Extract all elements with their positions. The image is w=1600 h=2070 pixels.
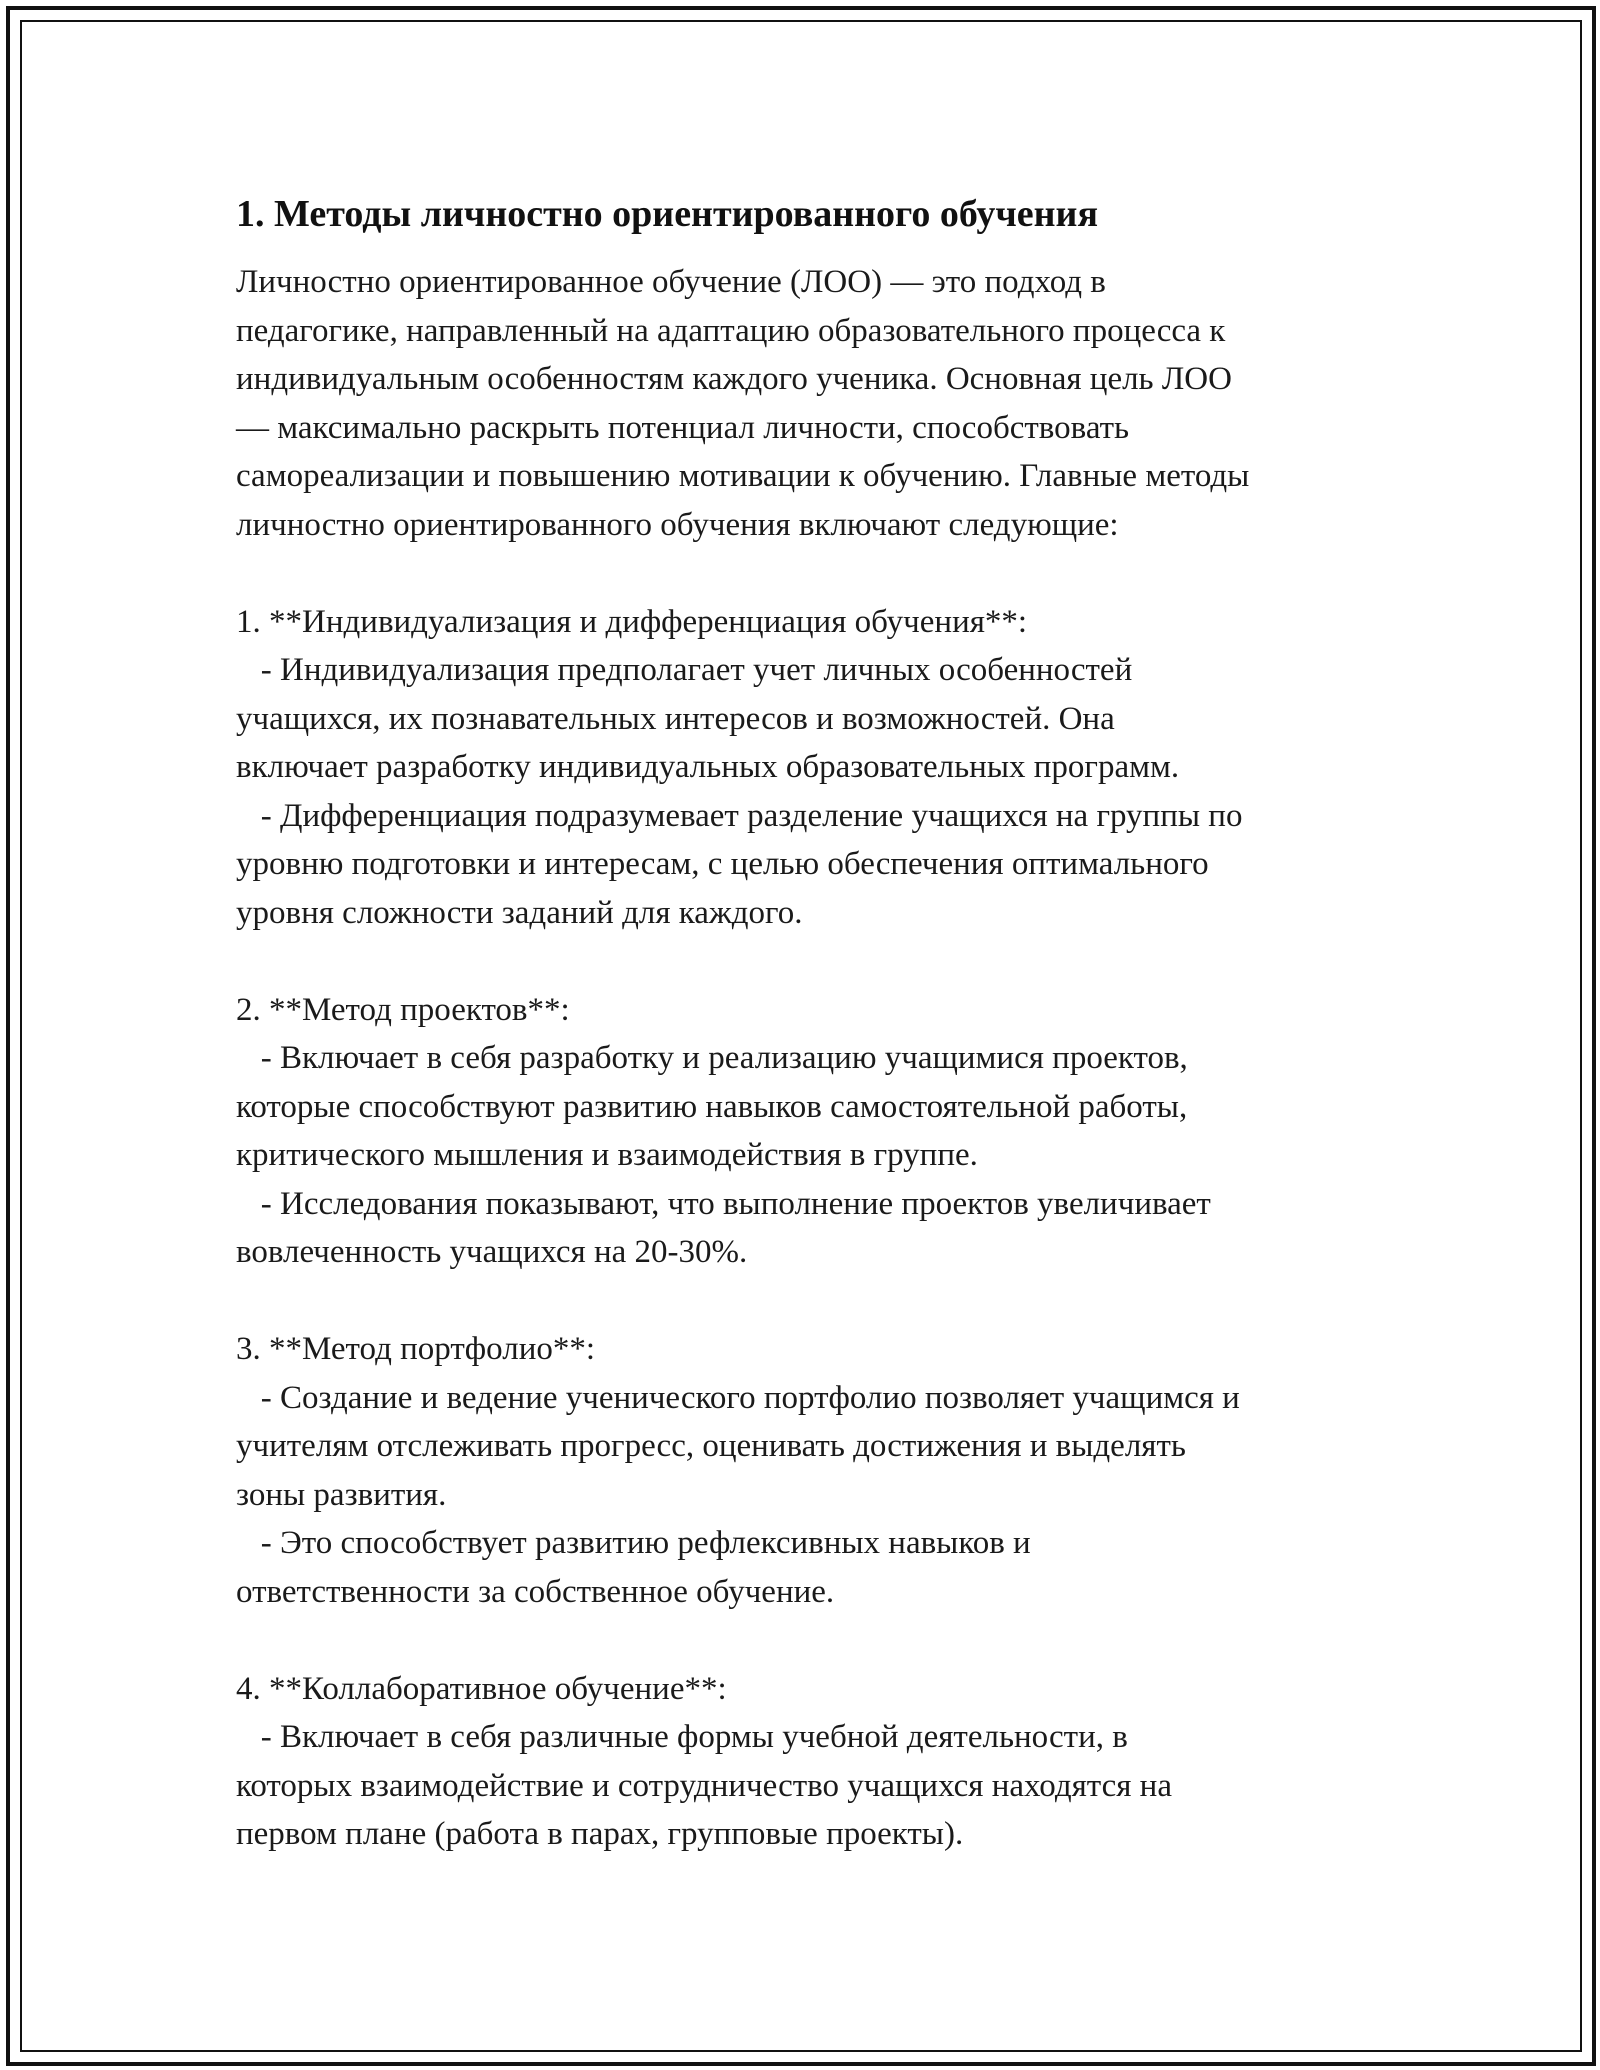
- method-item-3: [236, 1325, 1396, 1616]
- method-body: - Создание и ведение ученического портфолио позволяет учащимся и учителям отслеживать прогресс, оценивать достижения и выделять зоны развития. - Это способствует развитию рефлексивных навыков и ответственности за собственное обучение.: [236, 1379, 1240, 1610]
- method-title: 4. **Коллаборативное обучение**:: [236, 1670, 727, 1707]
- method-body: - Включает в себя различные формы учебной деятельности, в которых взаимодействие и сотрудничество учащихся находятся на первом плане (работа в парах, групповые проекты).: [236, 1719, 1172, 1852]
- method-body: - Индивидуализация предполагает учет личных особенностей учащихся, их познавательных интересов и возможностей. Она включает разработку индивидуальных образовательных программ. - Дифференциация подразумевает разделение учащихся на группы по уровню подготовки и интересам, с целью обеспечения оптимального уровня сложности заданий для каждого.: [236, 652, 1243, 931]
- method-title: 1. **Индивидуализация и дифференциация обучения**:: [236, 603, 1028, 640]
- intro-paragraph: Личностно ориентированное обучение (ЛОО) — это подход в педагогике, направленный на адаптацию образовательного процесса к индивидуальным особенностям каждого ученика. Основная цель ЛОО — максимально раскрыть потенциал личности, способствовать самореализации и повышению мотивации к обучению. Главные методы личностно ориентированного обучения включают следующие:: [236, 264, 1250, 543]
- method-item-1: [236, 598, 1396, 938]
- document-body: [236, 186, 1396, 1859]
- method-item-4: [236, 1665, 1396, 1859]
- method-title: 2. **Метод проектов**:: [236, 991, 570, 1028]
- method-body: - Включает в себя разработку и реализацию учащимися проектов, которые способствуют развитию навыков самостоятельной работы, критического мышления и взаимодействия в группе. - Исследования показывают, что выполнение проектов увеличивает вовлеченность учащихся на 20-30%.: [236, 1040, 1211, 1270]
- method-title: 3. **Метод портфолио**:: [236, 1331, 596, 1367]
- section-heading: 1. Методы личностно ориентированного обучения: [236, 193, 1099, 235]
- method-item-2: [236, 986, 1396, 1277]
